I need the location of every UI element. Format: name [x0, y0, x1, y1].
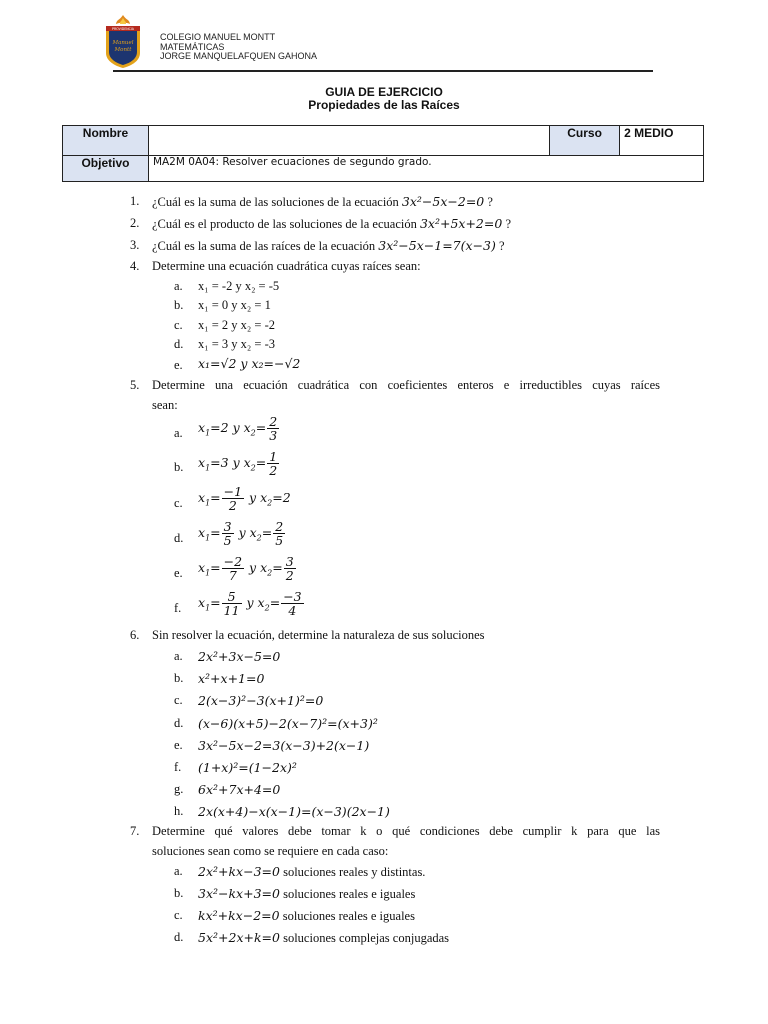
q6b-item: x²+x+1=0 — [198, 671, 265, 686]
q5e-x2-den: 2 — [285, 568, 294, 583]
q5f-item: $x_1=$ $\frac{5}{11}$ y $x_2=$ $\frac{-3}{4}$ — [198, 589, 302, 618]
q6e-item: 3x²−5x−2=3(x−3)+2(x−1) — [198, 738, 370, 753]
q5f-x1-fraction — [222, 590, 242, 617]
q4b-item: x₁ = 0 y x₂ = 1 — [198, 298, 271, 312]
q5d-x2-den: 5 — [275, 533, 284, 548]
objetivo-label: Objetivo — [63, 156, 149, 182]
q5c-x2: 2 — [282, 490, 291, 505]
q7b-desc: soluciones reales e iguales — [283, 887, 416, 901]
q2-tail: ? — [505, 217, 511, 231]
q4a-item: x₁ = -2 y x₂ = -5 — [198, 279, 280, 293]
q7a-letter: a. — [174, 864, 183, 878]
q5e-letter: e. — [174, 566, 183, 580]
q5c-x1-fraction — [222, 485, 244, 512]
q4d-item: x₁ = 3 y x₂ = -3 — [198, 337, 275, 351]
q6h-letter: h. — [174, 804, 184, 818]
teacher-name: JORGE MANQUELAFQUEN GAHONA — [160, 51, 318, 61]
curso-label: Curso — [550, 126, 620, 156]
q3-tail: ? — [499, 239, 505, 253]
school-logo — [103, 13, 143, 69]
q6-number: 6. — [130, 628, 140, 642]
q5f-x2-fraction — [281, 590, 303, 617]
q7d-desc: soluciones complejas conjugadas — [283, 931, 450, 945]
q6f-item: (1+x)²=(1−2x)² — [198, 760, 297, 775]
q6d-item: (x−6)(x+5)−2(x−7)²=(x+3)² — [198, 716, 378, 731]
q5e-x2-num: 3 — [285, 554, 294, 569]
q5d-x1-den: 5 — [223, 533, 232, 548]
curso-value: 2 MEDIO — [620, 126, 704, 156]
q7b-equation: 3x²−kx+3=0 — [198, 886, 280, 901]
q7-number: 7. — [130, 824, 140, 838]
q1-text: ¿Cuál es la suma de las soluciones de la ecuación — [152, 195, 399, 209]
q6d-letter: d. — [174, 716, 184, 730]
q2-equation: 3x²+5x+2=0 — [419, 216, 503, 231]
q3-number: 3. — [130, 238, 140, 252]
q5c-letter: c. — [174, 496, 183, 510]
q5d-x1-num: 3 — [223, 519, 232, 534]
q3-text: ¿Cuál es la suma de las raíces de la ecuación — [152, 239, 376, 253]
question-1 — [152, 194, 493, 210]
q6f-letter: f. — [174, 760, 182, 774]
q7c-desc: soluciones reales e iguales — [282, 909, 415, 923]
q2-text: ¿Cuál es el producto de las soluciones de la ecuación — [152, 217, 417, 231]
q5a-x2-fraction — [267, 415, 279, 442]
page-subtitle: Propiedades de las Raíces — [308, 98, 460, 112]
q7c-equation: kx²+kx−2=0 — [198, 908, 280, 923]
question-3 — [152, 238, 505, 254]
q5e-x1-num: −2 — [223, 554, 243, 569]
q5d-x2-num: 2 — [275, 519, 284, 534]
q3-equation: 3x²−5x−1=7(x−3) — [378, 238, 496, 253]
q4a-letter: a. — [174, 279, 183, 293]
q5d-item: $x_1=$ $\frac{3}{5}$ y $x_2=$ $\frac{2}{5}$ — [198, 519, 284, 548]
svg-text:Montt: Montt — [114, 47, 132, 53]
q5d-letter: d. — [174, 531, 184, 545]
q5d-x2-fraction — [273, 520, 285, 547]
q5e-x1-den: 7 — [228, 568, 237, 583]
q7d-item — [198, 930, 449, 946]
q1-tail: ? — [487, 195, 493, 209]
q5b-x2-den: 2 — [269, 463, 278, 478]
q7a-equation: 2x²+kx−3=0 — [198, 864, 280, 879]
q1-equation: 3x²−5x−2=0 — [401, 194, 485, 209]
q5b-x2-num: 1 — [269, 449, 278, 464]
q5f-x1-num: 5 — [222, 590, 242, 604]
q5f-x1-den: 11 — [223, 603, 240, 618]
q5c-x1-den: 2 — [228, 498, 237, 513]
school-name: COLEGIO MANUEL MONTT — [160, 32, 276, 42]
q5-text-line2: sean: — [152, 398, 178, 412]
q6g-letter: g. — [174, 782, 184, 796]
q5b-x2-fraction — [267, 450, 279, 477]
q4-text: Determine una ecuación cuadrática cuyas raíces sean: — [152, 259, 421, 273]
q4-number: 4. — [130, 259, 140, 273]
q2-number: 2. — [130, 216, 140, 230]
subject-name: MATEMÁTICAS — [160, 41, 225, 52]
q6a-letter: a. — [174, 649, 183, 663]
question-2 — [152, 216, 511, 232]
page-title: GUIA DE EJERCICIO — [325, 85, 443, 99]
nombre-field[interactable] — [148, 126, 549, 156]
q4b-letter: b. — [174, 298, 184, 312]
q5a-x1: 2 — [220, 420, 229, 435]
q6c-letter: c. — [174, 693, 183, 707]
q5b-item: $x_1=3$ y $x_2=$ $\frac{1}{2}$ — [198, 449, 278, 478]
objetivo-value: MA2M 0A04: Resolver ecuaciones de segundo grado. — [148, 156, 703, 182]
q4c-item: x₁ = 2 y x₂ = -2 — [198, 318, 275, 332]
q5f-x2-den: 4 — [288, 603, 297, 618]
header-rule — [113, 70, 653, 72]
q7-text-line2: soluciones sean como se requiere en cada caso: — [152, 844, 389, 858]
q5d-x1-fraction — [222, 520, 234, 547]
q6b-letter: b. — [174, 671, 184, 685]
q6g-item: 6x²+7x+4=0 — [198, 782, 281, 797]
q5e-item: $x_1=$ $\frac{-2}{7}$ y $x_2=$ $\frac{3}{2}$ — [198, 554, 294, 583]
student-info-table — [62, 125, 704, 182]
q4e-item: x₁=√2 y x₂=−√2 — [198, 356, 301, 371]
q4e-letter: e. — [174, 358, 183, 372]
svg-text:Manuel: Manuel — [112, 40, 134, 46]
q5a-x2-den: 3 — [269, 428, 278, 443]
q5c-item: $x_1=$ $\frac{-1}{2}$ y $x_2=2$ — [198, 484, 291, 513]
q5f-letter: f. — [174, 601, 182, 615]
q5a-item: $x_1=2$ y $x_2=$ $\frac{2}{3}$ — [198, 414, 278, 443]
q7d-equation: 5x²+2x+k=0 — [198, 930, 280, 945]
q7b-letter: b. — [174, 886, 184, 900]
q7a-item — [198, 864, 425, 880]
q5b-letter: b. — [174, 460, 184, 474]
q6e-letter: e. — [174, 738, 183, 752]
q5e-x2-fraction — [284, 555, 296, 582]
q4d-letter: d. — [174, 337, 184, 351]
q7c-letter: c. — [174, 908, 183, 922]
q5a-letter: a. — [174, 426, 183, 440]
q6c-item: 2(x−3)²−3(x+1)²=0 — [198, 693, 324, 708]
q7c-item — [198, 908, 415, 924]
q6a-item: 2x²+3x−5=0 — [198, 649, 281, 664]
q7-text-line1: Determine qué valores debe tomar k o qué condiciones debe cumplir k para que las — [152, 824, 660, 838]
q1-number: 1. — [130, 194, 140, 208]
school-info — [160, 33, 317, 62]
q5a-x2-num: 2 — [269, 414, 278, 429]
q7a-desc: soluciones reales y distintas. — [283, 865, 426, 879]
q5-text-line1: Determine una ecuación cuadrática con coeficientes enteros e irreductibles cuyas raíces — [152, 378, 660, 392]
q5c-x1-num: −1 — [223, 484, 243, 499]
q5f-x2-num: −3 — [283, 589, 302, 604]
q7b-item — [198, 886, 415, 902]
nombre-label: Nombre — [63, 126, 149, 156]
q6-text: Sin resolver la ecuación, determine la naturaleza de sus soluciones — [152, 628, 485, 642]
svg-text:PROVIDENCIA: PROVIDENCIA — [112, 27, 134, 31]
q5-number: 5. — [130, 378, 140, 392]
q5e-x1-fraction — [222, 555, 244, 582]
q7d-letter: d. — [174, 930, 184, 944]
q4c-letter: c. — [174, 318, 183, 332]
q5b-x1: 3 — [220, 455, 229, 470]
q6h-item: 2x(x+4)−x(x−1)=(x−3)(2x−1) — [198, 804, 390, 819]
